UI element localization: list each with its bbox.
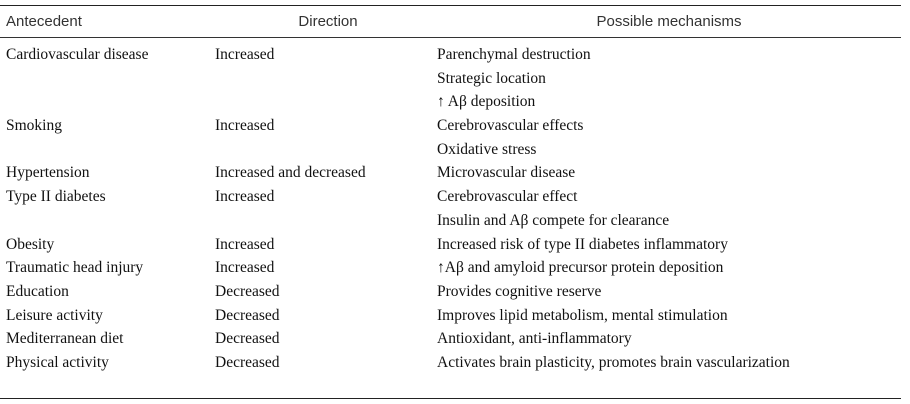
table-row: [0, 114, 910, 161]
table-row: [0, 280, 910, 304]
cell-antecedent: Leisure activity: [6, 306, 103, 324]
mechanism-line: Cerebrovascular effect: [437, 188, 578, 206]
header-direction: Direction: [298, 13, 358, 30]
mechanism-line: Insulin and Aβ compete for clearance: [437, 211, 670, 229]
mechanism-line: Increased risk of type II diabetes inflammatory: [437, 235, 728, 253]
table-body: [0, 43, 910, 375]
cell-mechanisms: [437, 256, 910, 280]
cell-antecedent: Traumatic head injury: [6, 259, 144, 277]
cell-direction: Increased and decreased: [215, 164, 366, 182]
cell-mechanisms: [437, 114, 910, 161]
table-row: [0, 256, 910, 280]
table-row: [0, 351, 910, 375]
cell-direction: Increased: [215, 235, 275, 253]
mechanism-line: Provides cognitive reserve: [437, 282, 602, 300]
mechanism-line: Activates brain plasticity, promotes brain vascularization: [437, 353, 790, 371]
mechanism-line: Microvascular disease: [437, 164, 576, 182]
cell-direction: Decreased: [215, 282, 280, 300]
cell-antecedent: Type II diabetes: [6, 188, 106, 206]
mechanism-line: Parenchymal destruction: [437, 46, 591, 63]
cell-direction: Increased: [215, 46, 275, 63]
table-top-rule: [0, 5, 901, 6]
mechanism-line: Oxidative stress: [437, 140, 537, 158]
cell-mechanisms: [437, 304, 910, 328]
cell-antecedent: Mediterranean diet: [6, 330, 124, 348]
cell-antecedent: Smoking: [6, 117, 62, 135]
mechanism-line: ↑Aβ and amyloid precursor protein deposition: [437, 259, 724, 277]
table-bottom-rule: [0, 398, 901, 399]
cell-direction: Decreased: [215, 306, 280, 324]
cell-direction: Decreased: [215, 330, 280, 348]
mechanism-line: Strategic location: [437, 69, 546, 87]
cell-direction: Decreased: [215, 353, 280, 371]
cell-mechanisms: [437, 351, 910, 375]
cell-mechanisms: [437, 327, 910, 351]
table-header-rule: [0, 37, 901, 38]
cell-mechanisms: [437, 43, 910, 114]
table-row: [0, 327, 910, 351]
cell-direction: Increased: [215, 188, 275, 206]
header-antecedent: Antecedent: [6, 13, 82, 30]
table-row: [0, 161, 910, 185]
cell-antecedent: Hypertension: [6, 164, 90, 182]
cell-direction: Increased: [215, 259, 275, 277]
cell-antecedent: Cardiovascular disease: [6, 46, 149, 63]
cell-antecedent: Education: [6, 282, 69, 300]
mechanism-line: Improves lipid metabolism, mental stimulation: [437, 306, 728, 324]
table-row: [0, 185, 910, 232]
mechanism-line: Antioxidant, anti-inflammatory: [437, 330, 632, 348]
cell-direction: Increased: [215, 117, 275, 135]
table-row: [0, 233, 910, 257]
mechanism-line: Cerebrovascular effects: [437, 117, 584, 135]
mechanism-line: ↑ Aβ deposition: [437, 93, 536, 111]
header-mechanisms: Possible mechanisms: [596, 13, 742, 30]
cell-mechanisms: [437, 233, 910, 257]
cell-mechanisms: [437, 280, 910, 304]
table-row: [0, 43, 910, 114]
cell-mechanisms: [437, 161, 910, 185]
cell-antecedent: Physical activity: [6, 353, 109, 371]
cell-antecedent: Obesity: [6, 235, 55, 253]
table-row: [0, 304, 910, 328]
cell-mechanisms: [437, 185, 910, 232]
